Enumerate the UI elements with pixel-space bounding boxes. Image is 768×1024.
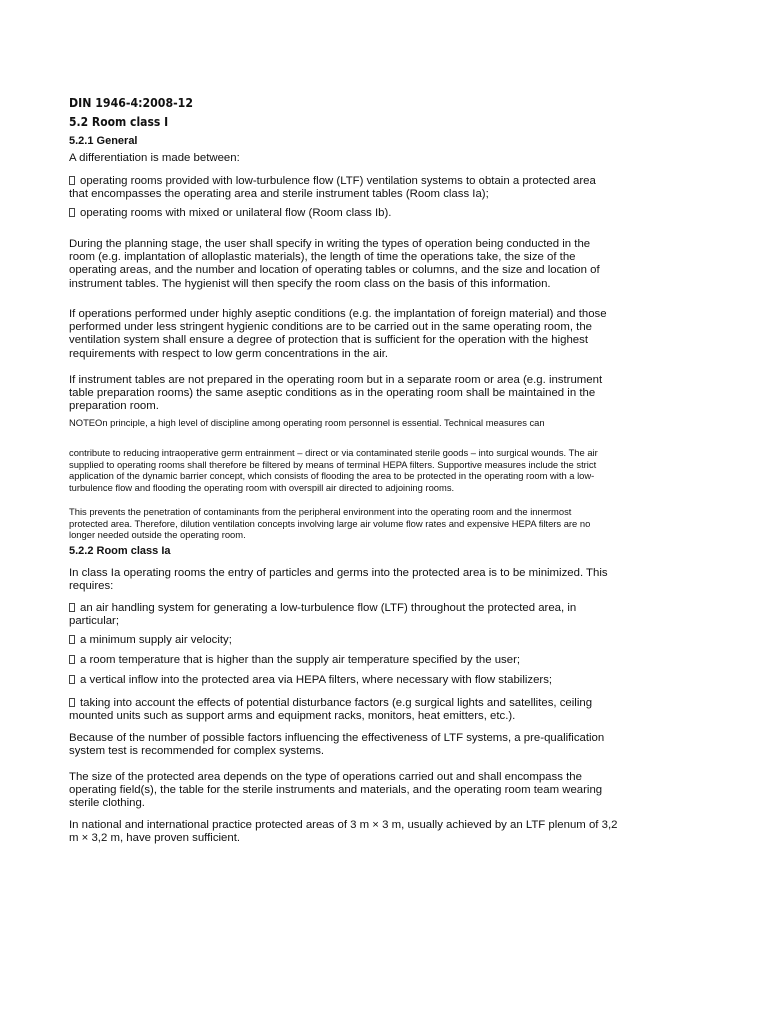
- bullet-icon: [69, 176, 75, 185]
- bullet-icon: [69, 208, 75, 217]
- list-item: taking into account the effects of potential disturbance factors (e.g surgical lights and satellites, ceiling mounted units such as support arms and equipment racks, monitors, heat emitters, etc.).: [69, 697, 593, 723]
- note-line: NOTEOn principle, a high level of discipline among operating room personnel is essential. Technical measures can: [69, 417, 545, 428]
- list-item: a vertical inflow into the protected area via HEPA filters, where necessary with flow stabilizers;: [69, 674, 609, 687]
- paragraph-practice: In national and international practice protected areas of 3 m × 3 m, usually achieved by an LTF plenum of 3,2 m × 3,2 m, have proven sufficient.: [69, 819, 618, 845]
- list-item: operating rooms with mixed or unilateral flow (Room class Ib).: [69, 207, 609, 220]
- list-item: operating rooms provided with low-turbulence flow (LTF) ventilation systems to obtain a protected area that encompasses the operating area and sterile instrument tables (Room class Ia);: [69, 175, 596, 201]
- paragraph-size: The size of the protected area depends on the type of operations carried out and shall encompass the operating field(s), the table for the sterile instruments and materials, and the operating room team wearing sterile clothing.: [69, 771, 603, 810]
- paragraph-ia-intro: In class Ia operating rooms the entry of particles and germs into the protected area is to be minimized. This requires:: [69, 567, 608, 593]
- bullet-icon: [69, 655, 75, 664]
- document-header: DIN 1946-4:2008-12: [69, 95, 193, 110]
- bullet-icon: [69, 675, 75, 684]
- section-title: 5.2 Room class I: [69, 115, 169, 129]
- list-item: a minimum supply air velocity;: [69, 634, 609, 647]
- paragraph-factors: Because of the number of possible factors influencing the effectiveness of LTF systems, a pre-qualification system test is recommended for complex systems.: [69, 732, 605, 758]
- bullet-icon: [69, 603, 75, 612]
- bullet-icon: [69, 635, 75, 644]
- paragraph-planning: During the planning stage, the user shall specify in writing the types of operation being conducted in the room (e.g. implantation of alloplastic materials), the length of time the operations take, the size of the operating areas, and the number and location of operating tables or columns, and the size and location of instrument tables. The hygienist will then specify the room class on the basis of this information.: [69, 238, 600, 290]
- subsection-ia-heading: 5.2.2 Room class Ia: [69, 545, 171, 557]
- subsection-general-heading: 5.2.1 General: [69, 135, 138, 147]
- note-penetration: This prevents the penetration of contaminants from the peripheral environment into the operating room and the innermost protected area. Therefore, dilution ventilation concepts involving large air volume flow rates and expensive HEPA filters are no longer needed outside the operating room.: [69, 506, 591, 541]
- note-continued: contribute to reducing intraoperative germ entrainment – direct or via contaminated sterile goods – into surgical wounds. The air supplied to operating rooms shall therefore be filtered by means of terminal HEPA filters. Supportive measures include the strict application of the dynamic barrier concept, which consists of flooding the area to be protected in the operating room with a low-turbulence flow and flooding the operating room with overspill air directed to adjoining rooms.: [69, 447, 598, 493]
- intro-text: A differentiation is made between:: [69, 152, 240, 164]
- paragraph-aseptic: If operations performed under highly aseptic conditions (e.g. the implantation of foreign material) and those performed under less stringent hygienic conditions are to be carried out in the same operating room, the ventilation system shall ensure a degree of protection that is sufficient for the operation with the highest requirements with respect to low germ concentrations in the air.: [69, 308, 607, 360]
- bullet-icon: [69, 698, 75, 707]
- list-item: a room temperature that is higher than the supply air temperature specified by the user;: [69, 654, 609, 667]
- list-item: an air handling system for generating a low-turbulence flow (LTF) throughout the protected area, in particular;: [69, 602, 577, 628]
- paragraph-instrument-tables: If instrument tables are not prepared in the operating room but in a separate room or area (e.g. instrument table preparation rooms) the same aseptic conditions as in the operating room shall be maintained in the preparation room.: [69, 374, 603, 413]
